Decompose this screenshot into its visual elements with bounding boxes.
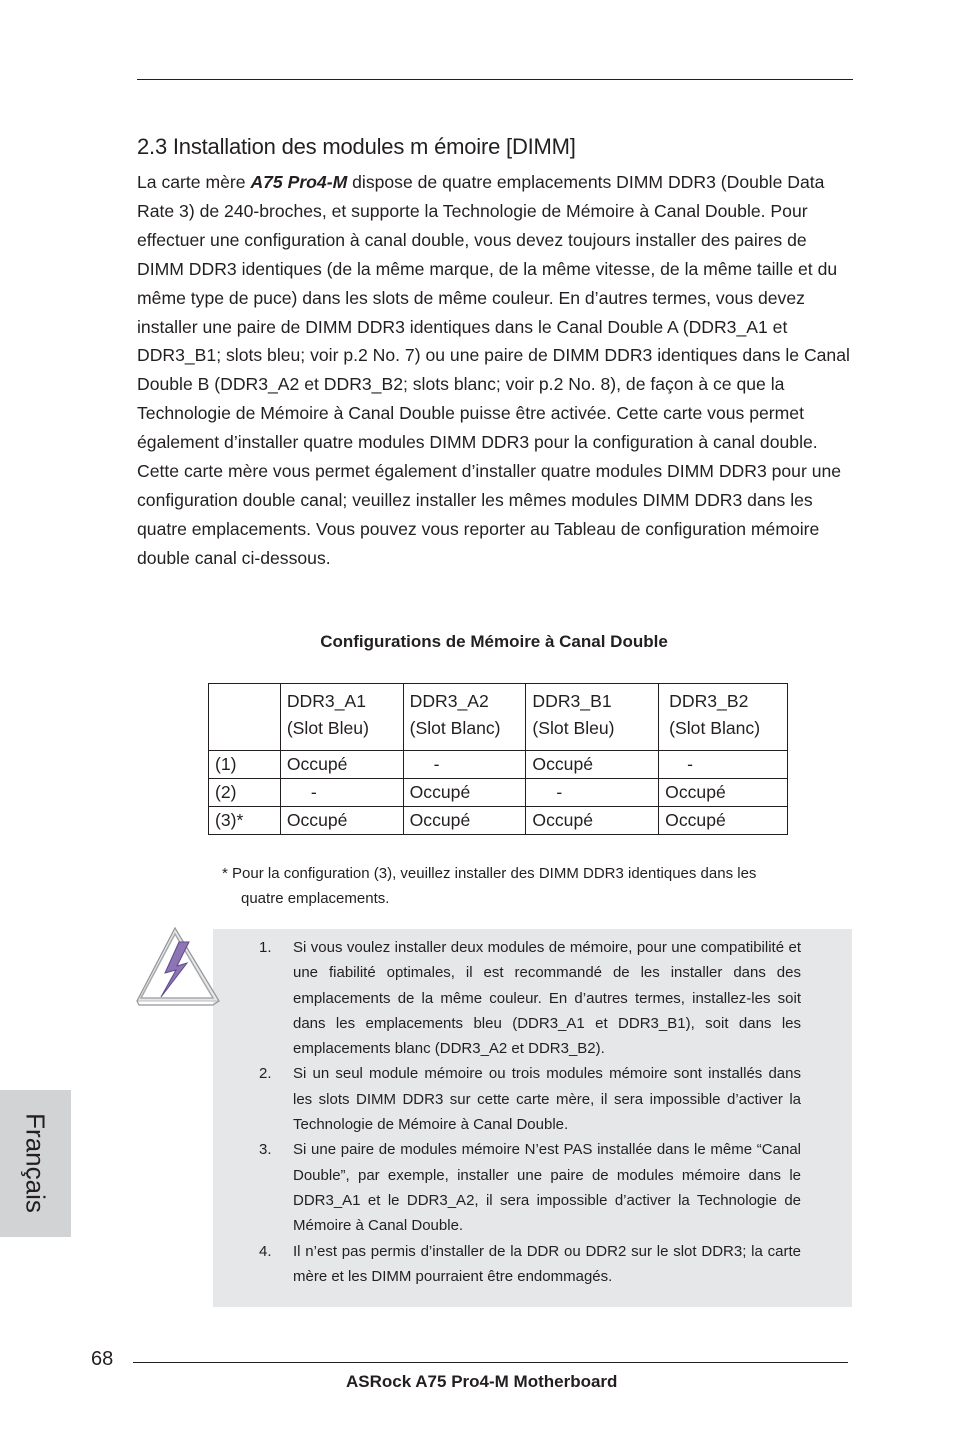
- header-slot: DDR3_B1: [532, 691, 612, 711]
- row-label: (2): [209, 779, 281, 807]
- table-cell: Occupé: [659, 807, 788, 835]
- memory-config-table: [208, 683, 788, 835]
- note-item: [256, 1061, 801, 1137]
- warning-lightning-icon: [135, 925, 221, 1007]
- header-color: (Slot Blanc): [669, 718, 761, 738]
- intro-text-rest: dispose de quatre emplacements DIMM DDR3 (Double Data Rate 3) de 240-broches, et supporte la Technologie de Mémoire à Canal Double. Pour effectuer une configuration à canal double, vous devez toujours installer des paires de DIMM DDR3 identiques (de la même marque, de la même vitesse, de la même taille et du même type de puce) dans les slots de même couleur. En d’autres termes, vous devez installer une paire de DIMM DDR3 identiques dans le Canal Double A (DDR3_A1 et DDR3_B1; slots bleu; voir p.2 No. 7) ou une paire de DIMM DDR3 identiques dans le Canal Double B (DDR3_A2 et DDR3_B2; slots blanc; voir p.2 No. 8), de façon à ce que la Technologie de Mémoire à Canal Double puisse être activée. Cette carte vous permet également d’installer quatre modules DIMM DDR3 pour la configuration à canal double. Cette carte mère vous permet également d’installer quatre modules DIMM DDR3 pour une configuration double canal; veuillez installer les mêmes modules DIMM DDR3 dans les quatre emplacements. Vous pouvez vous reporter au Tableau de configuration mémoire double canal ci-dessous.: [137, 172, 850, 568]
- bottom-rule: [133, 1362, 848, 1363]
- table-header-row: [209, 684, 788, 751]
- language-tab: [0, 1090, 71, 1237]
- header-slot: DDR3_A1: [286, 691, 367, 711]
- page-number: 68: [91, 1348, 114, 1370]
- language-label: Français: [20, 1113, 51, 1213]
- top-rule: [137, 79, 853, 80]
- table-cell: Occupé: [403, 779, 526, 807]
- header-cell: [403, 684, 526, 751]
- header-color: (Slot Bleu): [286, 718, 369, 738]
- note-item: [256, 935, 801, 1061]
- note-text: Il n’est pas permis d’installer de la DDR ou DDR2 sur le slot DDR3; la carte mère et les DIMM pourraient être endommagés.: [293, 1242, 801, 1285]
- note-text: Si un seul module mémoire ou trois modules mémoire sont installés dans les slots DIMM DDR3 sur cette carte mère, il sera impossible d’activer la Technologie de Mémoire à Canal Double.: [293, 1065, 801, 1134]
- table-cell: Occupé: [403, 807, 526, 835]
- footnote-line: * Pour la configuration (3), veuillez installer des DIMM DDR3 identiques dans les: [222, 865, 757, 882]
- header-color: (Slot Blanc): [409, 718, 501, 738]
- header-cell: [659, 684, 788, 751]
- table-cell: Occupé: [280, 807, 403, 835]
- header-slot: DDR3_B2: [669, 691, 749, 711]
- note-number: 2.: [259, 1065, 272, 1083]
- footer-title: ASRock A75 Pro4-M Motherboard: [346, 1372, 618, 1391]
- note-list: [256, 935, 801, 1289]
- intro-text-start: La carte mère: [137, 172, 251, 192]
- row-label: (3)*: [209, 807, 281, 835]
- table-row: [209, 807, 788, 835]
- table-cell: Occupé: [280, 751, 403, 779]
- table-cell: -: [659, 751, 788, 779]
- note-text: Si une paire de modules mémoire N’est PAS installée dans le même “Canal Double”, par exemple, installer une paire de modules mémoire dans le DDR3_A1 et le DDR3_A2, il sera impossible d’activer la Technologie de Mémoire à Canal Double.: [293, 1141, 801, 1235]
- header-color: (Slot Bleu): [532, 718, 615, 738]
- table-cell: Occupé: [659, 779, 788, 807]
- table-cell: -: [403, 751, 526, 779]
- header-cell: [280, 684, 403, 751]
- header-cell: [526, 684, 659, 751]
- row-label: (1): [209, 751, 281, 779]
- product-name: A75 Pro4-M: [250, 172, 348, 192]
- table-row: [209, 779, 788, 807]
- note-number: 4.: [259, 1242, 272, 1260]
- table-row: [209, 751, 788, 779]
- table-cell: Occupé: [526, 807, 659, 835]
- footnote-line: quatre emplacements.: [241, 890, 390, 907]
- table-corner-cell: [209, 684, 281, 751]
- table-title: Configurations de Mémoire à Canal Double: [320, 632, 668, 651]
- note-number: 1.: [259, 939, 272, 956]
- table-cell: -: [526, 779, 659, 807]
- footnote: [222, 861, 842, 911]
- note-item: [256, 1137, 801, 1238]
- note-item: [256, 1239, 801, 1290]
- table-cell: -: [280, 779, 403, 807]
- section-title: 2.3 Installation des modules m émoire [DIMM]: [137, 134, 576, 159]
- note-text: Si vous voulez installer deux modules de mémoire, pour une compatibilité et une fiabilité optimales, il est recommandé de les installer dans des emplacements de la même couleur. En d’autres termes, installez-les soit dans les emplacements bleu (DDR3_A1 et DDR3_B1), soit dans les emplacements blanc (DDR3_A2 et DDR3_B2).: [293, 939, 801, 1058]
- intro-paragraph: [137, 168, 853, 573]
- note-number: 3.: [259, 1141, 272, 1159]
- table-cell: Occupé: [526, 751, 659, 779]
- header-slot: DDR3_A2: [409, 691, 489, 711]
